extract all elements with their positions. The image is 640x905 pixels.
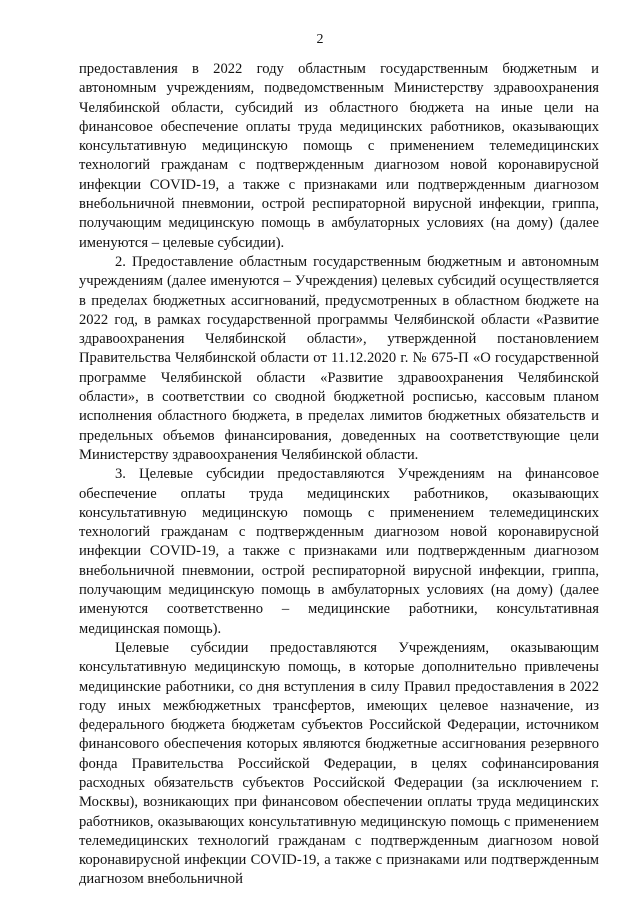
document-body [79, 60, 599, 890]
page-number: 2 [316, 32, 324, 47]
paragraph-item-2: 2. Предоставление областным государственным бюджетным и автономным учреждениям (далее именуются – Учреждения) целевых субсидий осуществляется в пределах бюджетных ассигнований, предусмотренных в областном бюджете на 2022 год, в рамках государственной программы Челябинской области «Развитие здравоохранения Челябинской области», утвержденной постановлением Правительства Челябинской области от 11.12.2020 г. № 675-П «О государственной программе Челябинской области «Развитие здравоохранения Челябинской области», в соответствии со сводной бюджетной росписью, кассовым планом исполнения областного бюджета, в пределах лимитов бюджетных обязательств и предельных объемов финансирования, доведенных на соответствующие цели Министерству здравоохранения Челябинской области. [79, 253, 599, 463]
paragraph-item-3-continued: Целевые субсидии предоставляются Учреждениям, оказывающим консультативную медицинскую помощь, в которые дополнительно привлечены медицинские работники, со дня вступления в силу Правил предоставления в 2022 году иных межбюджетных трансфертов, имеющих целевое назначение, из федерального бюджета бюджетам субъектов Российской Федерации, источником финансового обеспечения которых являются бюджетные ассигнования резервного фонда Правительства Российской Федерации, в целях софинансирования расходных обязательств субъектов Российской Федерации (за исключением г. Москвы), возникающих при финансовом обеспечении оплаты труда медицинских работников, оказывающих консультативную медицинскую помощь с применением телемедицинских технологий гражданам с подтвержденным диагнозом новой коронавирусной инфекции COVID-19, а также с признаками или подтвержденным диагнозом внебольничной [79, 639, 599, 888]
paragraph-continuation: предоставления в 2022 году областным государственным бюджетным и автономным учреждениям, подведомственным Министерству здравоохранения Челябинской области, субсидий из областного бюджета на иные цели на финансовое обеспечение оплаты труда медицинских работников, оказывающих консультативную медицинскую помощь с применением телемедицинских технологий гражданам с подтвержденным диагнозом новой коронавирусной инфекции COVID-19, а также с признаками или подтвержденным диагнозом внебольничной пневмонии, острой респираторной вирусной инфекции, гриппа, получающим медицинскую помощь в амбулаторных условиях (на дому) (далее именуются – целевые субсидии). [79, 61, 599, 251]
paragraph-item-3: 3. Целевые субсидии предоставляются Учреждениям на финансовое обеспечение оплаты труда медицинских работников, оказывающих консультативную медицинскую помощь с применением телемедицинских технологий гражданам с подтвержденным диагнозом новой коронавирусной инфекции COVID-19, а также с признаками или подтвержденным диагнозом внебольничной пневмонии, острой респираторной вирусной инфекции, гриппа, получающим медицинскую помощь в амбулаторных условиях (на дому) (далее именуются соответственно – медицинские работники, консультативная медицинская помощь). [79, 466, 599, 637]
